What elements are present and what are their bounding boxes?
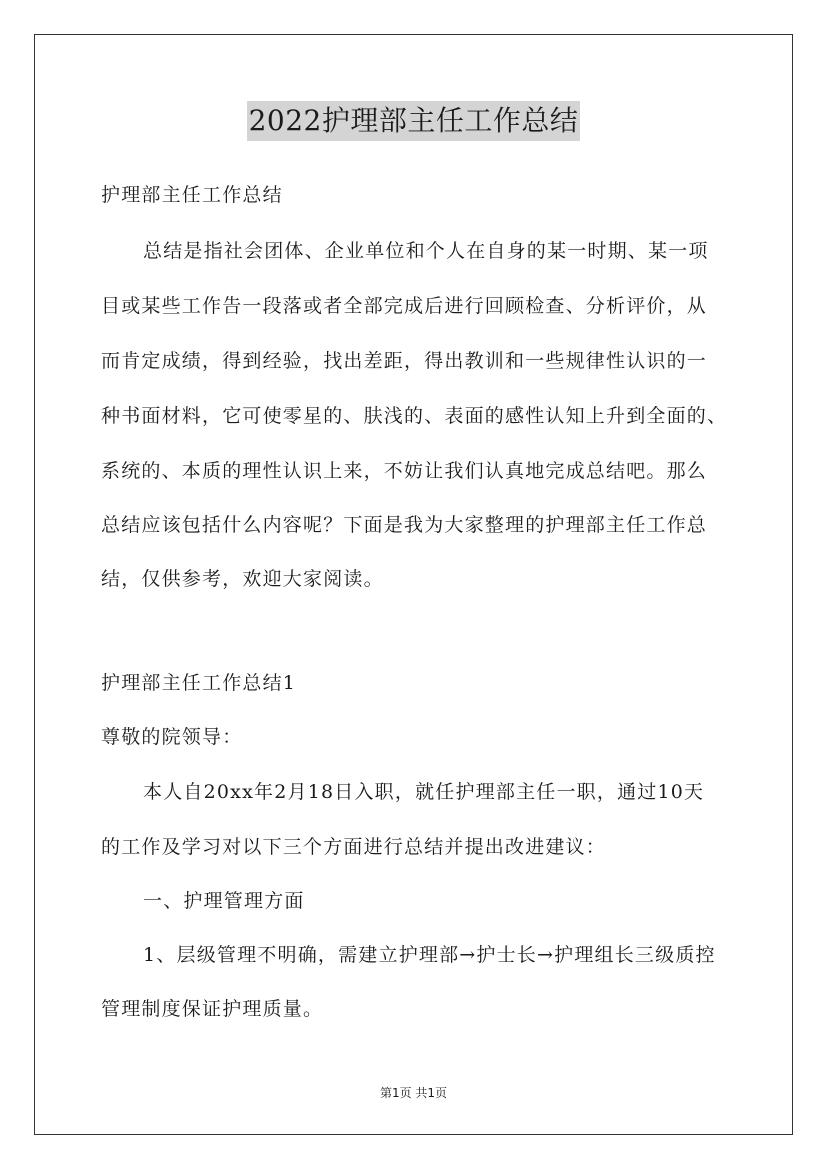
item-line: 管理制度保证护理质量。 [101,998,324,1020]
intro-line: 结，仅供参考，欢迎大家阅读。 [101,568,384,590]
subheading: 一、护理管理方面 [143,890,305,912]
subtitle: 护理部主任工作总结 [101,184,283,206]
page-number: 第1页 共1页 [379,1086,448,1100]
document-title: 2022护理部主任工作总结 [247,101,581,141]
title-wrap [0,101,827,141]
page-footer [0,1084,827,1101]
item-line: 1、层级管理不明确，需建立护理部→护士长→护理组长三级质控 [143,944,716,966]
intro-line: 总结是指社会团体、企业单位和个人在自身的某一时期、某一项 [143,240,709,262]
intro-line: 系统的、本质的理性认识上来，不妨让我们认真地完成总结吧。那么 [101,460,708,482]
intro-line: 种书面材料，它可使零星的、肤浅的、表面的感性认知上升到全面的、 [101,405,728,427]
paragraph-line: 本人自20xx年2月18日入职，就任护理部主任一职，通过10天 [143,781,705,803]
paragraph-line: 的工作及学习对以下三个方面进行总结并提出改进建议： [101,836,607,858]
intro-line: 而肯定成绩，得到经验，找出差距，得出教训和一些规律性认识的一 [101,350,708,372]
salutation: 尊敬的院领导： [101,726,243,748]
intro-line: 目或某些工作告一段落或者全部完成后进行回顾检查、分析评价，从 [101,295,708,317]
section-heading: 护理部主任工作总结1 [101,672,297,694]
intro-line: 总结应该包括什么内容呢？下面是我为大家整理的护理部主任工作总 [101,514,708,536]
